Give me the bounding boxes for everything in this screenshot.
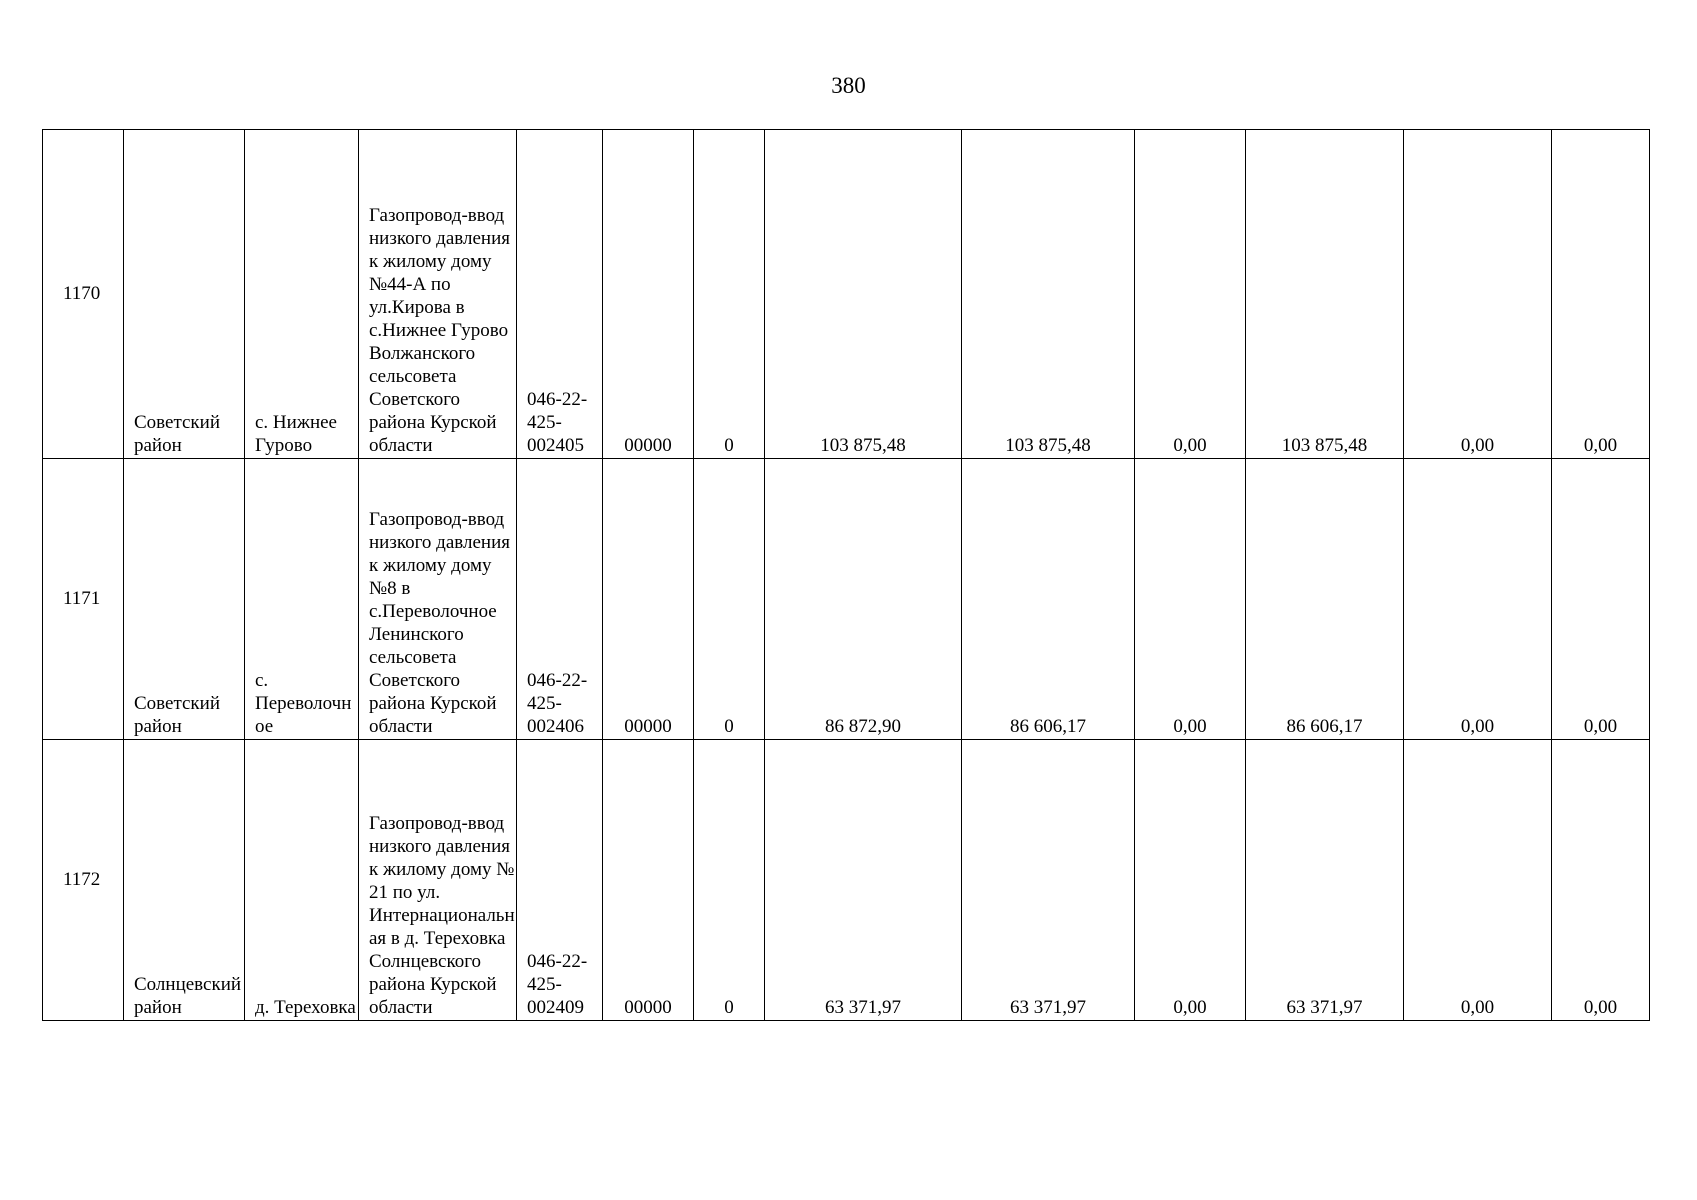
subcode-cell: 00000: [603, 459, 694, 740]
zero-cell: 0: [694, 740, 765, 1021]
code-cell: 046-22-425-002406: [517, 459, 603, 740]
page-number: 380: [831, 73, 866, 98]
locality-cell: с. Переволочное: [245, 459, 359, 740]
zero-cell: 0: [694, 130, 765, 459]
value-cell-4: 86 606,17: [1246, 459, 1404, 740]
value-cell-3: 0,00: [1135, 740, 1246, 1021]
value-cell-1: 63 371,97: [765, 740, 962, 1021]
code-cell: 046-22-425-002405: [517, 130, 603, 459]
zero-cell: 0: [694, 459, 765, 740]
value-cell-4: 103 875,48: [1246, 130, 1404, 459]
subcode-cell: 00000: [603, 130, 694, 459]
district-cell: Советский район: [124, 130, 245, 459]
object-name-cell: Газопровод-ввод низкого давления к жилому дому №8 в с.Переволочное Ленинского сельсовета Советского района Курской области: [359, 459, 517, 740]
district-cell: Советский район: [124, 459, 245, 740]
locality-cell: д. Тереховка: [245, 740, 359, 1021]
value-cell-3: 0,00: [1135, 459, 1246, 740]
row-number: 1172: [43, 740, 124, 1021]
row-number: 1170: [43, 130, 124, 459]
value-cell-4: 63 371,97: [1246, 740, 1404, 1021]
value-cell-2: 63 371,97: [962, 740, 1135, 1021]
value-cell-2: 86 606,17: [962, 459, 1135, 740]
value-cell-5: 0,00: [1404, 740, 1552, 1021]
district-cell: Солнцевский район: [124, 740, 245, 1021]
row-number: 1171: [43, 459, 124, 740]
value-cell-6: 0,00: [1552, 130, 1650, 459]
value-cell-1: 103 875,48: [765, 130, 962, 459]
registry-table: [42, 129, 1650, 1021]
subcode-cell: 00000: [603, 740, 694, 1021]
object-name-cell: Газопровод-ввод низкого давления к жилому дому № 21 по ул. Интернациональная в д. Тереховка Солнцевского района Курской области: [359, 740, 517, 1021]
table-row: [43, 130, 1650, 459]
value-cell-3: 0,00: [1135, 130, 1246, 459]
object-name-cell: Газопровод-ввод низкого давления к жилому дому №44-А по ул.Кирова в с.Нижнее Гурово Волжанского сельсовета Советского района Курской области: [359, 130, 517, 459]
value-cell-5: 0,00: [1404, 130, 1552, 459]
code-cell: 046-22-425-002409: [517, 740, 603, 1021]
locality-cell: с. Нижнее Гурово: [245, 130, 359, 459]
value-cell-5: 0,00: [1404, 459, 1552, 740]
table-row: [43, 740, 1650, 1021]
value-cell-2: 103 875,48: [962, 130, 1135, 459]
value-cell-1: 86 872,90: [765, 459, 962, 740]
value-cell-6: 0,00: [1552, 740, 1650, 1021]
value-cell-6: 0,00: [1552, 459, 1650, 740]
table-row: [43, 459, 1650, 740]
